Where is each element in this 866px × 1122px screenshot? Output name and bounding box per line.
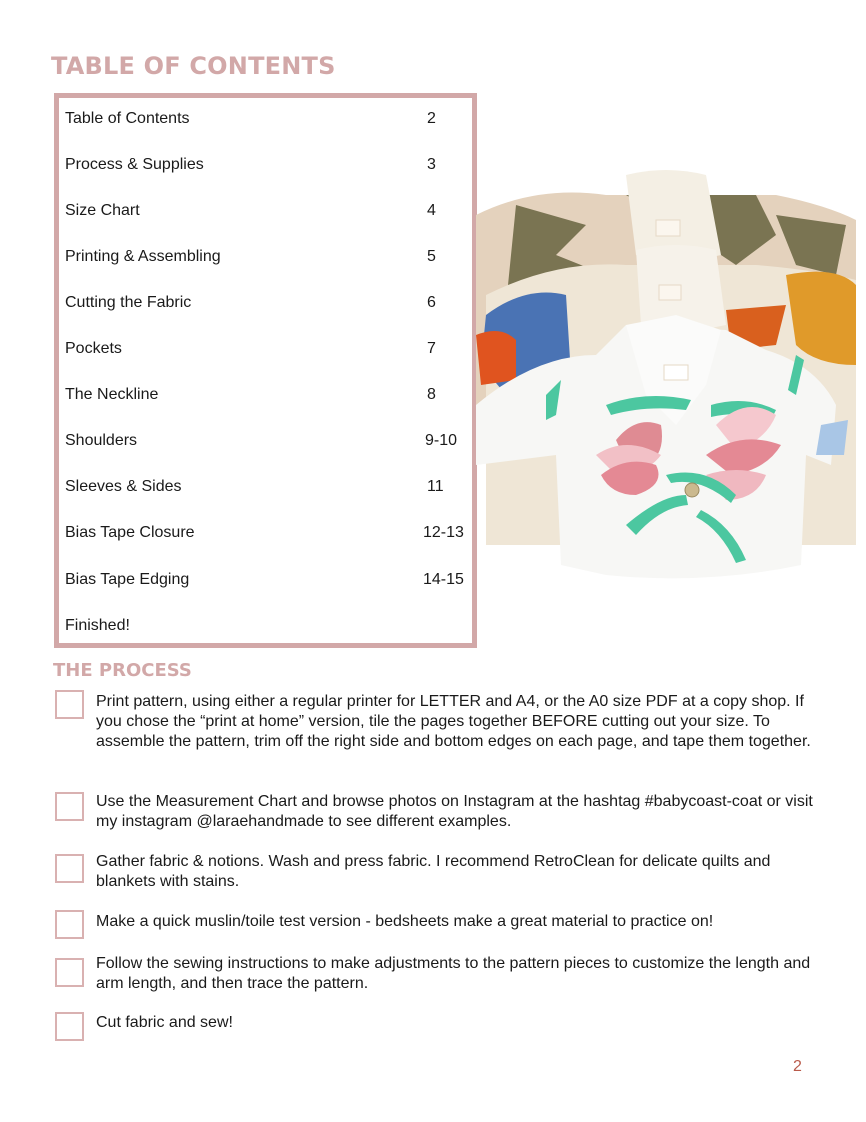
toc-title: TABLE OF CONTENTS: [51, 52, 336, 80]
toc-entry[interactable]: [65, 615, 472, 637]
step-checkbox[interactable]: [55, 792, 84, 821]
toc-entry[interactable]: [65, 108, 472, 130]
toc-entry-page: 3: [427, 156, 436, 173]
toc-entry[interactable]: [65, 476, 472, 498]
process-title: THE PROCESS: [53, 660, 192, 681]
step-text: Cut fabric and sew!: [96, 1014, 233, 1031]
toc-entry-page: 12-13: [423, 524, 464, 541]
toc-entry[interactable]: [65, 154, 472, 176]
toc-entry-label: Cutting the Fabric: [65, 294, 192, 311]
toc-entry-page: 7: [427, 340, 436, 357]
toc-entry-label: Process & Supplies: [65, 156, 204, 173]
toc-entry[interactable]: [65, 292, 472, 314]
toc-entry-page: 9-10: [425, 432, 458, 449]
toc-entry[interactable]: [65, 430, 472, 452]
toc-entry-label: The Neckline: [65, 386, 159, 403]
step-text: Follow the sewing instructions to make adjustments to the pattern pieces to customize the length and arm length, and then trace the pattern.: [96, 955, 811, 992]
toc-entry[interactable]: [65, 384, 472, 406]
step-text: Make a quick muslin/toile test version - bedsheets make a great material to practice on!: [96, 913, 714, 930]
quilted-coats-photo: [476, 165, 856, 580]
page-number: 2: [793, 1058, 802, 1075]
step-text: Use the Measurement Chart and browse photos on Instagram at the hashtag #babycoast-coat or visit my instagram @laraehandmade to see different examples.: [96, 793, 813, 830]
toc-entry-page: 6: [427, 294, 436, 311]
toc-entry-page: 2: [427, 110, 436, 127]
toc-entry-page: 4: [427, 202, 436, 219]
toc-entry-page: 14-15: [423, 571, 464, 588]
toc-entry-label: Bias Tape Closure: [65, 524, 195, 541]
toc-entry[interactable]: [65, 522, 472, 544]
toc-entry-page: 11: [427, 478, 444, 495]
step-text: Gather fabric & notions. Wash and press fabric. I recommend RetroClean for delicate quilts and blankets with stains.: [96, 853, 771, 890]
toc-box: [54, 93, 477, 648]
toc-entry-label: Bias Tape Edging: [65, 571, 190, 588]
toc-entry-label: Finished!: [65, 617, 130, 634]
toc-entry-label: Size Chart: [65, 202, 140, 219]
step-checkbox[interactable]: [55, 1012, 84, 1041]
toc-entry-page: 5: [427, 248, 436, 265]
toc-entry-label: Sleeves & Sides: [65, 478, 182, 495]
step-checkbox[interactable]: [55, 958, 84, 987]
toc-entry[interactable]: [65, 338, 472, 360]
toc-entry-label: Table of Contents: [65, 110, 190, 127]
toc-entry[interactable]: [65, 246, 472, 268]
toc-entry-label: Shoulders: [65, 432, 138, 449]
label-tag: [664, 365, 688, 380]
toc-entry-label: Pockets: [65, 340, 122, 357]
toc-entry[interactable]: [65, 200, 472, 222]
toc-entry[interactable]: [65, 569, 472, 591]
step-checkbox[interactable]: [55, 854, 84, 883]
button-icon: [685, 483, 699, 497]
toc-entry-page: 8: [427, 386, 436, 403]
step-checkbox[interactable]: [55, 910, 84, 939]
toc-entry-label: Printing & Assembling: [65, 248, 221, 265]
label-tag: [656, 220, 680, 236]
label-tag: [659, 285, 681, 300]
step-text: Print pattern, using either a regular printer for LETTER and A4, or the A0 size PDF at a copy shop. If you chose the “print at home” version, tile the pages together BEFORE cutting out your size. To assemble the pattern, trim off the right side and bottom edges on each page, and tape them together.: [96, 693, 811, 750]
step-checkbox[interactable]: [55, 690, 84, 719]
